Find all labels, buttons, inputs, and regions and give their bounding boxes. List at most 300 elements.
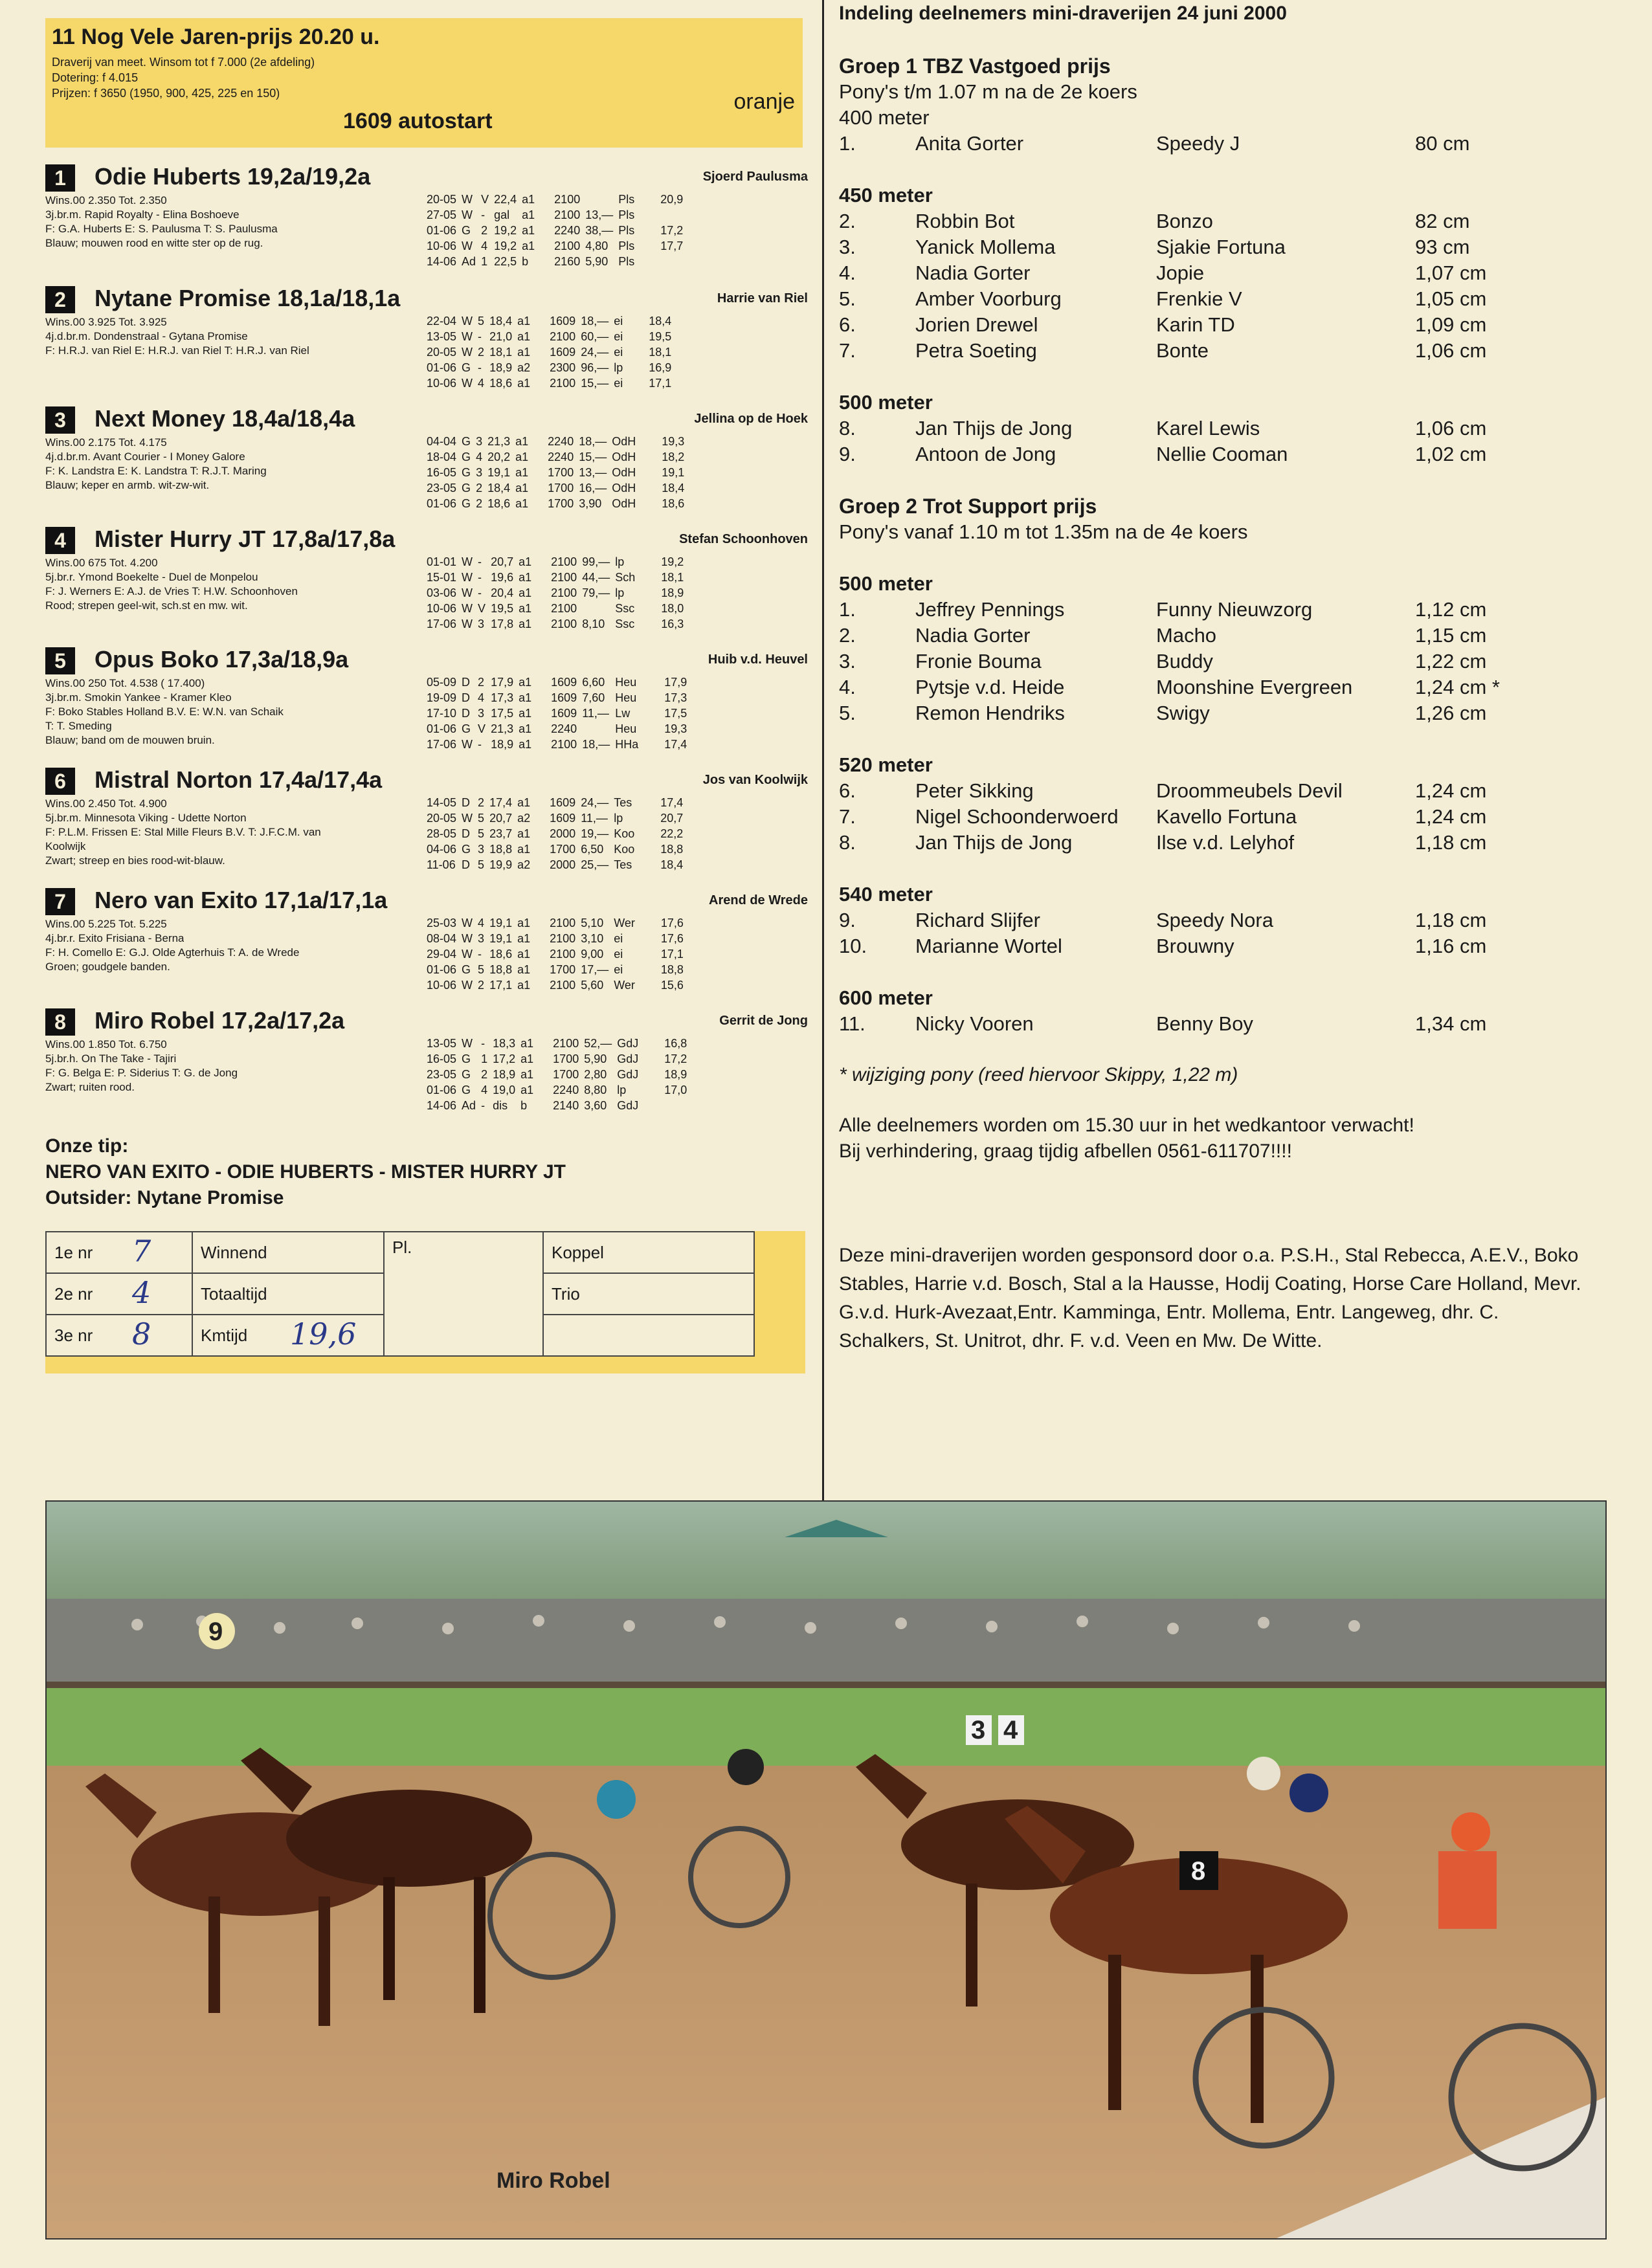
horse-number-badge: 7 [45, 888, 75, 915]
form-row [424, 238, 686, 254]
horse-form-table [424, 1036, 689, 1113]
form-cell: G [462, 465, 471, 479]
form-cell: 3,60 [584, 1098, 607, 1112]
form-row [424, 480, 687, 496]
horse-info-line: F: H. Comello E: G.J. Olde Agterhuis T: A. de Wrede [45, 946, 300, 959]
form-cell: 13-05 [427, 1036, 457, 1050]
form-cell: 05-09 [427, 675, 457, 689]
entry-rider: Jeffrey Pennings [915, 598, 1065, 621]
form-cell: 1609 [550, 345, 576, 359]
form-cell: 17,4 [660, 795, 684, 809]
entry-pony: Speedy J [1156, 132, 1240, 155]
form-row [424, 810, 686, 826]
form-cell: Heu [615, 722, 637, 735]
form-cell: D [462, 706, 471, 720]
form-cell: 17,0 [664, 1083, 687, 1096]
horse-form-table [424, 674, 689, 752]
result-winnend: Winnend [192, 1232, 384, 1273]
entry-row [839, 313, 1583, 339]
horse-info-line: F: G.A. Huberts E: S. Paulusma T: S. Paulusma [45, 223, 278, 235]
saddle-number-3: 4 [1003, 1716, 1018, 1744]
form-cell: a1 [517, 931, 531, 945]
form-cell: 18,4 [649, 314, 672, 328]
entry-rider: Pytsje v.d. Heide [915, 676, 1065, 698]
horse-info-line: F: H.R.J. van Riel E: H.R.J. van Riel T: H.R.J. van Riel [45, 344, 309, 357]
form-cell: 18,1 [661, 570, 684, 584]
horse-name: Mister Hurry JT 17,8a/17,8a [95, 526, 396, 552]
horse-info-line: 5j.br.h. On The Take - Tajiri [45, 1052, 177, 1065]
form-cell: 1 [481, 1052, 488, 1065]
horse-entry [45, 526, 808, 636]
result-box [45, 1231, 805, 1373]
form-cell: - [478, 555, 482, 568]
photo-caption: Miro Robel [497, 2168, 610, 2193]
form-cell: 2100 [550, 947, 576, 961]
form-row [424, 721, 689, 737]
form-cell: 15,— [579, 450, 607, 463]
form-cell: 10-06 [427, 601, 457, 615]
entry-height: 1,07 cm [1415, 261, 1487, 284]
horse-info-line: Wins.00 1.850 Tot. 6.750 [45, 1038, 167, 1051]
form-cell: W [462, 329, 473, 343]
horse-driver: Sjoerd Paulusma [702, 170, 808, 184]
form-cell: W [462, 345, 473, 359]
form-cell: 1609 [551, 675, 577, 689]
form-cell: W [462, 617, 473, 630]
form-cell: 17,5 [664, 706, 687, 720]
form-cell: ei [614, 962, 623, 976]
result-nr2-label: 2e nr [54, 1284, 93, 1304]
form-cell: a1 [517, 978, 531, 992]
entry-position: 4. [839, 676, 856, 698]
form-cell: W [462, 931, 473, 945]
form-cell: dis [493, 1098, 508, 1112]
form-cell: a1 [515, 496, 529, 510]
form-cell: 24,— [581, 795, 609, 809]
entry-pony: Benny Boy [1156, 1012, 1253, 1035]
horse-entry [45, 887, 808, 997]
horse-number-badge: 6 [45, 768, 75, 795]
entry-rider: Yanick Mollema [915, 236, 1056, 258]
note-arrival: Alle deelnemers worden om 15.30 uur in het wedkantoor verwacht! [839, 1115, 1414, 1136]
form-cell: 2100 [550, 931, 576, 945]
form-cell: 2100 [551, 601, 577, 615]
entry-pony: Bonzo [1156, 210, 1213, 232]
horse-info-line: Wins.00 3.925 Tot. 3.925 [45, 316, 167, 328]
entry-position: 1. [839, 598, 856, 621]
entry-height: 1,24 cm [1415, 805, 1487, 828]
form-cell: 19,2 [494, 239, 517, 252]
form-cell: 3,90 [579, 496, 602, 510]
form-cell: G [462, 842, 471, 856]
horse-number-badge: 8 [45, 1008, 75, 1036]
horse-driver: Arend de Wrede [709, 893, 808, 907]
form-cell: 20-05 [427, 345, 457, 359]
form-cell: 2100 [554, 239, 581, 252]
horse-entry [45, 646, 808, 756]
form-cell: a1 [519, 691, 532, 704]
entry-row [839, 132, 1583, 158]
form-cell: 19,5 [649, 329, 672, 343]
form-cell: Koo [614, 842, 635, 856]
form-cell: 18,8 [489, 962, 513, 976]
horse-driver: Gerrit de Jong [719, 1014, 808, 1028]
entry-rider: Anita Gorter [915, 132, 1024, 155]
entry-row [839, 702, 1583, 728]
form-cell: Pls [618, 254, 635, 268]
form-cell: G [462, 1083, 471, 1096]
group1-title: Groep 1 TBZ Vastgoed prijs [839, 54, 1111, 78]
entry-height: 1,12 cm [1415, 598, 1487, 621]
form-cell [579, 721, 612, 737]
form-row [424, 931, 686, 946]
form-cell: 5 [478, 314, 485, 328]
form-cell: 18,6 [489, 947, 513, 961]
form-cell: 19,0 [493, 1083, 516, 1096]
form-cell: 20,7 [489, 811, 513, 825]
entry-pony: Moonshine Evergreen [1156, 676, 1353, 698]
form-cell: 01-06 [427, 722, 457, 735]
entry-row [839, 650, 1583, 676]
form-cell: 19,1 [489, 931, 513, 945]
entry-pony: Karin TD [1156, 313, 1235, 336]
form-cell: 1700 [550, 962, 576, 976]
form-cell: 17,6 [660, 916, 684, 929]
form-cell: 3,10 [581, 931, 604, 945]
form-cell: G [462, 496, 471, 510]
saddle-number-2: 3 [971, 1716, 986, 1744]
form-cell: a1 [522, 223, 535, 237]
entry-rider: Nicky Vooren [915, 1012, 1034, 1035]
form-cell: 17-06 [427, 617, 457, 630]
form-cell: 5,60 [581, 978, 604, 992]
form-cell: 17,2 [664, 1052, 687, 1065]
form-row [424, 1098, 689, 1113]
form-cell: a1 [515, 434, 529, 448]
form-cell: 18,6 [489, 376, 513, 390]
horse-info-line: 5j.br.r. Ymond Boekelte - Duel de Monpelou [45, 571, 258, 583]
form-cell: 23-05 [427, 481, 457, 495]
form-cell: 17-10 [427, 706, 457, 720]
form-cell: 4 [476, 450, 483, 463]
note-pony-change: * wijziging pony (reed hiervoor Skippy, 1,22 m) [839, 1064, 1238, 1085]
form-row [424, 601, 686, 616]
entry-row [839, 935, 1583, 961]
form-cell: lp [617, 1083, 627, 1096]
entry-pony: Kavello Fortuna [1156, 805, 1297, 828]
horse-info-line: F: P.L.M. Frissen E: Stal Mille Fleurs B.V. T: J.F.C.M. van [45, 826, 321, 838]
entry-position: 2. [839, 624, 856, 647]
entry-pony: Speedy Nora [1156, 909, 1273, 931]
form-cell: 18,9 [489, 361, 513, 374]
entry-position: 3. [839, 650, 856, 673]
form-cell: 2000 [550, 858, 576, 871]
entry-position: 1. [839, 132, 856, 155]
form-cell: 18,2 [662, 450, 685, 463]
form-cell: 17,2 [493, 1052, 516, 1065]
form-cell: 18,1 [649, 345, 672, 359]
form-cell: Pls [618, 192, 635, 206]
entry-row [839, 443, 1583, 469]
form-cell: 18,— [582, 737, 610, 751]
form-cell: 2 [478, 345, 485, 359]
horse-info-line: 4j.d.br.m. Avant Courier - I Money Galore [45, 450, 245, 463]
horse-info-line: Zwart; ruiten rood. [45, 1081, 135, 1093]
column-divider [822, 0, 824, 1500]
form-cell: 18,3 [493, 1036, 516, 1050]
form-cell: 2300 [550, 361, 576, 374]
entry-row [839, 909, 1583, 935]
form-cell: 01-06 [427, 1083, 457, 1096]
entry-position: 6. [839, 313, 856, 336]
form-cell: a1 [517, 376, 531, 390]
form-cell: 13,— [585, 208, 614, 221]
form-cell: a1 [519, 737, 532, 751]
form-cell: GdJ [617, 1036, 639, 1050]
form-cell: 27-05 [427, 208, 457, 221]
form-cell: W [462, 570, 473, 584]
entry-height: 1,06 cm [1415, 339, 1487, 362]
entry-height: 1,09 cm [1415, 313, 1487, 336]
mini-races-column [839, 0, 1635, 1489]
race-photo-illustration [47, 1502, 1605, 2238]
horse-info-line: 4j.d.br.m. Dondenstraal - Gytana Promise [45, 330, 248, 342]
horse-info-line: F: G. Belga E: P. Siderius T: G. de Jong [45, 1067, 238, 1079]
note-cancel: Bij verhindering, graag tijdig afbellen 0561-611707!!!! [839, 1140, 1292, 1162]
form-cell: 2 [476, 481, 483, 495]
form-cell: 19,1 [662, 465, 685, 479]
form-cell: a1 [520, 1052, 534, 1065]
form-cell: G [462, 434, 471, 448]
form-cell: 1700 [548, 496, 574, 510]
saddle-number-4: 8 [1191, 1857, 1206, 1885]
form-cell: 19,6 [491, 570, 514, 584]
form-cell: D [462, 795, 471, 809]
entry-rider: Jorien Drewel [915, 313, 1038, 336]
form-cell: - [481, 1036, 486, 1050]
form-cell: 2000 [550, 827, 576, 840]
entry-pony: Karel Lewis [1156, 417, 1260, 439]
form-cell: 20-05 [427, 811, 457, 825]
form-cell: 3 [478, 706, 485, 720]
form-cell: 23-05 [427, 1067, 457, 1081]
form-cell: OdH [612, 465, 636, 479]
form-cell: 2100 [550, 376, 576, 390]
form-cell: a1 [520, 1067, 534, 1081]
form-cell: 2140 [553, 1098, 579, 1112]
form-cell: 14-06 [427, 1098, 457, 1112]
form-cell: 19,9 [489, 858, 513, 871]
entry-row [839, 831, 1583, 857]
form-cell: a2 [517, 811, 531, 825]
result-trio: Trio [543, 1273, 754, 1315]
entry-rider: Robbin Bot [915, 210, 1015, 232]
form-row [424, 1067, 689, 1082]
form-cell: 22,2 [660, 827, 684, 840]
horse-driver: Jos van Koolwijk [702, 773, 808, 787]
form-row [424, 1036, 689, 1051]
form-cell: Ad [462, 254, 476, 268]
entry-height: 1,18 cm [1415, 909, 1487, 931]
form-cell: 18,— [579, 434, 607, 448]
form-cell: 17,7 [660, 239, 684, 252]
form-cell: 1609 [550, 811, 576, 825]
form-cell: 4 [481, 239, 488, 252]
form-cell: 19,2 [661, 555, 684, 568]
handwritten-kmtijd: 19,6 [290, 1317, 357, 1351]
form-cell: 01-01 [427, 555, 457, 568]
entry-height: 1,06 cm [1415, 417, 1487, 439]
horse-driver: Huib v.d. Heuvel [708, 652, 808, 667]
form-cell: 18-04 [427, 450, 457, 463]
entry-row [839, 339, 1583, 365]
form-cell: 2240 [551, 722, 577, 735]
horse-info-line: Wins.00 5.225 Tot. 5.225 [45, 918, 167, 930]
form-cell: 18,4 [662, 481, 685, 495]
form-cell: Wer [614, 916, 635, 929]
form-row [424, 946, 686, 962]
form-cell: V [478, 601, 486, 615]
form-cell: b [520, 1098, 528, 1112]
form-cell: Sch [615, 570, 636, 584]
form-cell: 14-06 [427, 254, 457, 268]
form-row [424, 795, 686, 810]
horse-form-table [424, 192, 686, 269]
result-totaaltijd: Totaaltijd [192, 1273, 384, 1315]
distance-540: 540 meter [839, 883, 933, 906]
horse-driver: Harrie van Riel [717, 291, 808, 306]
form-cell: 21,0 [489, 329, 513, 343]
horse-number-badge: 3 [45, 406, 75, 434]
form-cell: 3 [478, 842, 485, 856]
form-cell: 18,8 [660, 842, 684, 856]
entry-position: 4. [839, 261, 856, 284]
form-cell: 08-04 [427, 931, 457, 945]
form-cell: W [462, 239, 473, 252]
form-cell: 18,9 [493, 1067, 516, 1081]
entry-pony: Jopie [1156, 261, 1205, 284]
form-row [424, 496, 687, 511]
form-cell: ei [614, 329, 623, 343]
horse-number-badge: 5 [45, 647, 75, 674]
form-cell: 1700 [548, 481, 574, 495]
form-cell: a1 [517, 827, 531, 840]
form-cell: 17,2 [660, 223, 684, 237]
form-cell: 11-06 [427, 858, 456, 871]
form-row [424, 841, 686, 857]
form-cell: 60,— [581, 329, 609, 343]
entry-row [839, 805, 1583, 831]
form-cell: a1 [519, 570, 532, 584]
form-cell: 18,4 [489, 314, 513, 328]
form-cell: D [462, 827, 471, 840]
result-koppel: Koppel [543, 1232, 754, 1273]
form-cell: - [481, 1098, 486, 1112]
form-cell: 2100 [551, 586, 577, 599]
horse-info-line: Groen; goudgele banden. [45, 961, 170, 973]
form-cell: 10-06 [427, 978, 457, 992]
race-header [45, 18, 803, 148]
form-cell: 16-05 [427, 465, 457, 479]
form-row [424, 344, 674, 360]
form-cell: 14-05 [427, 795, 457, 809]
race-color: oranje [733, 89, 795, 114]
entry-rider: Fronie Bouma [915, 650, 1042, 673]
entry-height: 1,24 cm [1415, 779, 1487, 802]
entry-height: 1,05 cm [1415, 287, 1487, 310]
form-cell: G [462, 223, 471, 237]
form-cell: 2,80 [584, 1067, 607, 1081]
form-cell: D [462, 675, 471, 689]
form-cell: 22,4 [494, 192, 517, 206]
form-cell: 21,3 [487, 434, 511, 448]
form-cell: W [462, 376, 473, 390]
form-row [424, 1051, 689, 1067]
result-nr1 [46, 1232, 192, 1273]
form-cell: 17,4 [664, 737, 687, 751]
form-cell: V [478, 722, 486, 735]
entry-height: 80 cm [1415, 132, 1470, 155]
form-cell: - [478, 586, 482, 599]
form-row [424, 962, 686, 977]
mini-races-title: Indeling deelnemers mini-draverijen 24 juni 2000 [839, 3, 1287, 24]
entry-pony: Bonte [1156, 339, 1209, 362]
form-cell: V [481, 192, 489, 206]
horse-info-line: Blauw; mouwen rood en witte ster op de rug. [45, 237, 263, 249]
form-cell: a1 [517, 345, 531, 359]
horse-name: Next Money 18,4a/18,4a [95, 405, 355, 432]
form-cell: 18,8 [660, 962, 684, 976]
entry-pony: Frenkie V [1156, 287, 1242, 310]
form-cell: 20,7 [491, 555, 514, 568]
form-cell: ei [614, 345, 623, 359]
horse-name: Miro Robel 17,2a/17,2a [95, 1007, 345, 1034]
form-row [424, 465, 687, 480]
form-cell: 13-05 [427, 329, 457, 343]
entry-height: 1,24 cm * [1415, 676, 1500, 698]
form-cell: 16-05 [427, 1052, 457, 1065]
fence [47, 1682, 1605, 1688]
horse-info-line: F: J. Werners E: A.J. de Vries T: H.W. Schoonhoven [45, 585, 298, 597]
horse-info-line: 3j.br.m. Smokin Yankee - Kramer Kleo [45, 691, 232, 704]
entry-position: 8. [839, 831, 856, 854]
form-cell: 8,80 [584, 1083, 607, 1096]
form-cell: a1 [522, 192, 535, 206]
entry-row [839, 210, 1583, 236]
form-row [424, 737, 689, 752]
horse-info-line: Wins.00 2.350 Tot. 2.350 [45, 194, 167, 206]
form-cell: 20,7 [660, 811, 684, 825]
horse-name: Nero van Exito 17,1a/17,1a [95, 887, 388, 913]
form-cell: 17,5 [491, 706, 514, 720]
form-cell: 01-06 [427, 962, 457, 976]
spectator-stand [47, 1599, 1605, 1689]
form-cell: OdH [612, 450, 636, 463]
infield-grass [47, 1688, 1605, 1766]
form-cell: G [462, 450, 471, 463]
form-row [424, 207, 686, 223]
form-cell: W [462, 737, 473, 751]
distance-520: 520 meter [839, 753, 933, 776]
form-cell: 11,— [581, 811, 608, 825]
horse-number-badge: 2 [45, 286, 75, 313]
form-cell: 96,— [581, 361, 609, 374]
entry-height: 93 cm [1415, 236, 1470, 258]
form-row [424, 434, 687, 449]
form-cell: 4 [478, 376, 485, 390]
form-cell: 2100 [554, 192, 581, 206]
form-cell: gal [494, 208, 510, 221]
